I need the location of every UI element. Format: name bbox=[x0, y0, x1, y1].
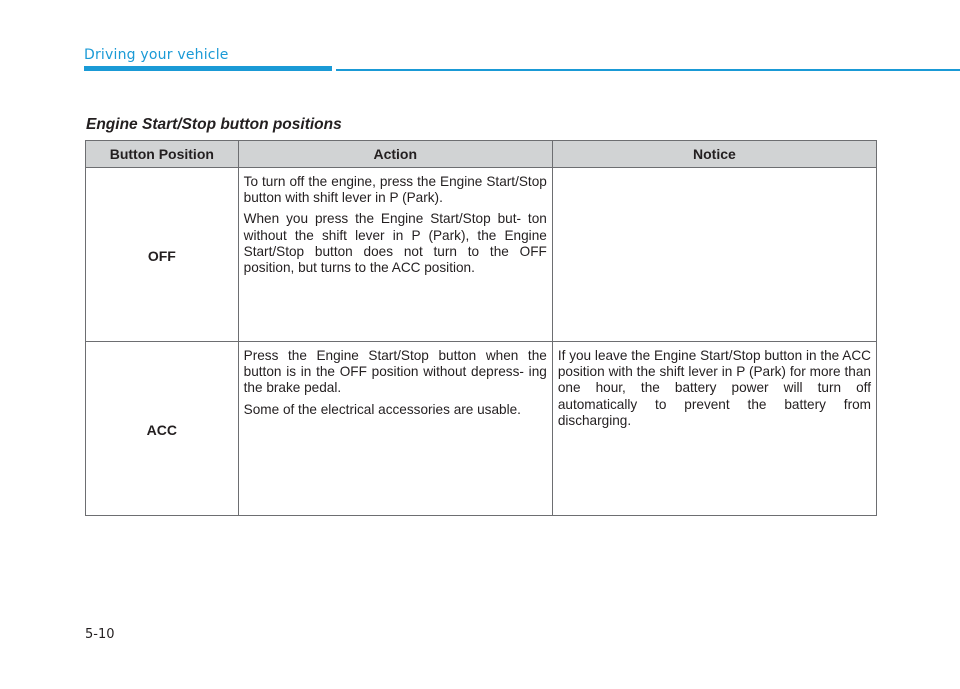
notice-cell bbox=[552, 342, 876, 516]
position-cell: ACC bbox=[86, 342, 239, 516]
header-rule-thick bbox=[84, 66, 332, 71]
action-text: Press the Engine Start/Stop button when the button is in the OFF position without depress- ing the brake pedal. bbox=[243, 348, 547, 396]
action-cell bbox=[238, 342, 552, 516]
table-row bbox=[86, 342, 877, 516]
page-number: 5-10 bbox=[85, 627, 115, 642]
action-text: To turn off the engine, press the Engine Start/Stop button with shift lever in P (Park). bbox=[243, 174, 547, 206]
column-header-notice: Notice bbox=[552, 141, 876, 168]
section-title: Engine Start/Stop button positions bbox=[86, 116, 342, 133]
table-row bbox=[86, 168, 877, 342]
action-text: When you press the Engine Start/Stop but- ton without the shift lever in P (Park), the Engine Start/Stop button does not turn to the OFF position, but turns to the ACC position. bbox=[243, 211, 547, 276]
header-rule-thin bbox=[336, 69, 960, 71]
section-header: Driving your vehicle bbox=[84, 47, 229, 63]
table-header-row bbox=[86, 141, 877, 168]
notice-text: If you leave the Engine Start/Stop button in the ACC position with the shift lever in P (Park) for more than one hour, the battery power will turn off automatically to prevent the battery from discharging. bbox=[557, 348, 871, 428]
column-header-action: Action bbox=[238, 141, 552, 168]
action-text: Some of the electrical accessories are usable. bbox=[243, 401, 521, 417]
button-positions-table bbox=[85, 140, 877, 516]
notice-cell bbox=[552, 168, 876, 342]
column-header-position: Button Position bbox=[86, 141, 239, 168]
action-cell bbox=[238, 168, 552, 342]
position-cell: OFF bbox=[86, 168, 239, 342]
